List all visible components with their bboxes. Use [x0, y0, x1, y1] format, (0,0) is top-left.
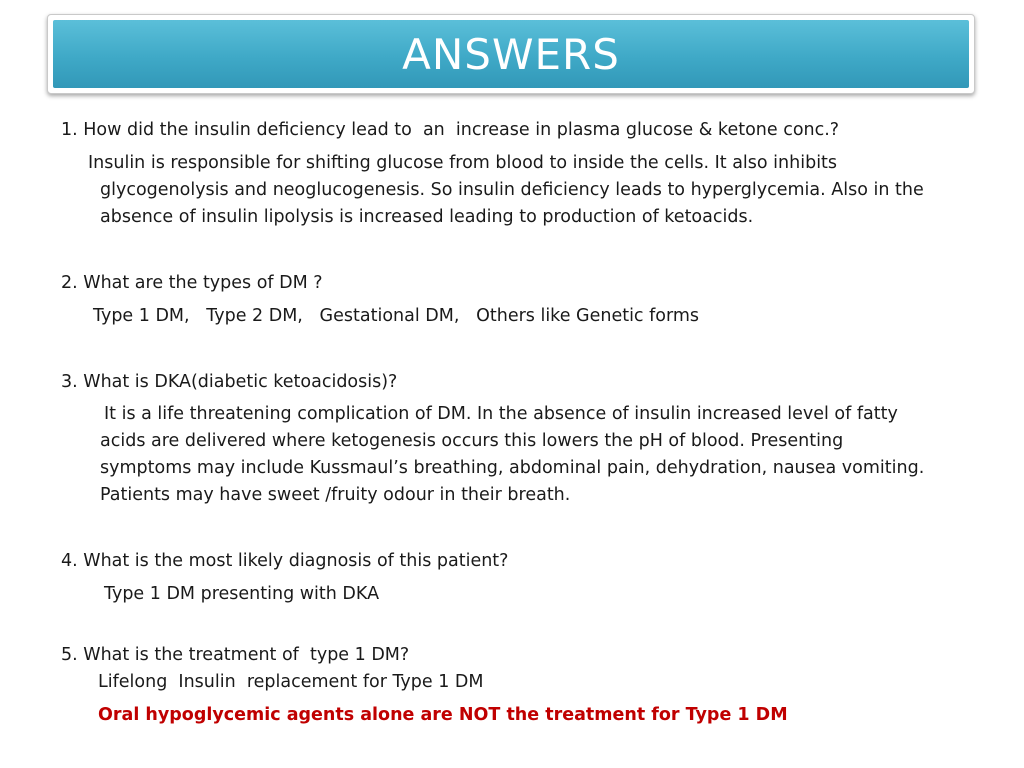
- question-1: 1. How did the insulin deficiency lead to an increase in plasma glucose & ketone conc.?: [61, 120, 840, 140]
- answer-5-note: Oral hypoglycemic agents alone are NOT the treatment for Type 1 DM: [98, 705, 788, 725]
- question-3: 3. What is DKA(diabetic ketoacidosis)?: [61, 372, 398, 392]
- answer-3-line-4: Patients may have sweet /fruity odour in their breath.: [100, 485, 571, 505]
- slide-title: ANSWERS: [402, 29, 620, 79]
- answer-1-line-3: absence of insulin lipolysis is increased leading to production of ketoacids.: [100, 207, 754, 227]
- answer-4: Type 1 DM presenting with DKA: [104, 584, 380, 604]
- answer-3-line-1: It is a life threatening complication of DM. In the absence of insulin increased level of fatty: [104, 404, 898, 424]
- question-4: 4. What is the most likely diagnosis of this patient?: [61, 551, 509, 571]
- question-5: 5. What is the treatment of type 1 DM?: [61, 645, 410, 665]
- answer-2: Type 1 DM, Type 2 DM, Gestational DM, Others like Genetic forms: [93, 306, 700, 326]
- answer-1-line-2: glycogenolysis and neoglucogenesis. So insulin deficiency leads to hyperglycemia. Also in the: [100, 180, 924, 200]
- answer-5: Lifelong Insulin replacement for Type 1 DM: [98, 672, 484, 692]
- answer-3-line-2: acids are delivered where ketogenesis occurs this lowers the pH of blood. Presenting: [100, 431, 844, 451]
- answer-3-line-3: symptoms may include Kussmaul’s breathing, abdominal pain, dehydration, nausea vomiting.: [100, 458, 925, 478]
- answer-1-line-1: Insulin is responsible for shifting glucose from blood to inside the cells. It also inhibits: [88, 153, 838, 173]
- question-2: 2. What are the types of DM ?: [61, 273, 323, 293]
